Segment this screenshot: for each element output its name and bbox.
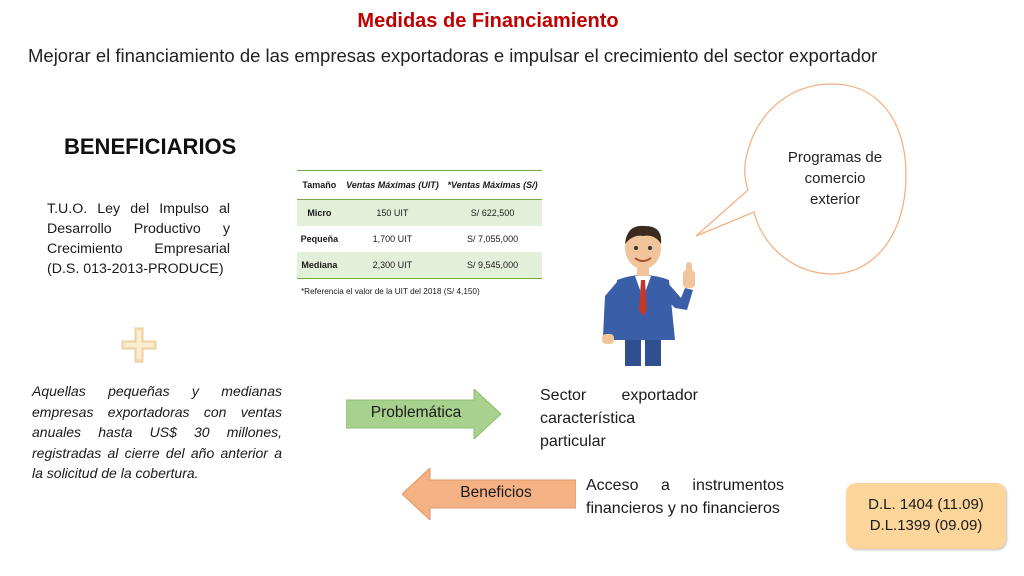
speech-bubble-text: Programas de comercio exterior xyxy=(787,149,883,208)
table-header-row xyxy=(297,171,542,200)
table-header: Tamaño xyxy=(297,171,342,200)
decree-line: D.L.1399 (09.09) xyxy=(869,517,983,534)
problem-arrow-label: Problemática xyxy=(370,404,462,421)
table-cell-size: Micro xyxy=(297,200,342,227)
table-cell-uit: 1,700 UIT xyxy=(372,234,413,244)
sales-limit-table xyxy=(297,170,542,279)
table-row xyxy=(297,226,542,252)
table-footnote: *Referencia el valor de la UIT del 2018 (S/ 4,150) xyxy=(301,287,480,296)
table-row xyxy=(297,200,542,227)
table-header: Ventas Máximas (UIT) xyxy=(342,171,443,200)
table-cell-uit: 150 UIT xyxy=(342,200,443,227)
page-title: Medidas de Financiamiento xyxy=(357,10,619,32)
table-cell-size: Pequeña xyxy=(300,234,339,244)
plus-icon xyxy=(120,326,158,364)
table-cell-soles: S/ 7,055,000 xyxy=(467,234,519,244)
table-header: *Ventas Máximas (S/) xyxy=(443,171,542,200)
benefits-arrow-label: Beneficios xyxy=(460,484,532,501)
businessman-illustration-icon xyxy=(585,218,705,368)
benefits-description: Acceso a instrumentos financieros y no financieros xyxy=(586,477,784,517)
decree-box xyxy=(846,483,1006,549)
table-cell-size: Mediana xyxy=(297,252,342,279)
decree-line: D.L. 1404 (11.09) xyxy=(868,496,984,513)
beneficiaries-heading: BENEFICIARIOS xyxy=(64,134,237,159)
table-cell-uit: 2,300 UIT xyxy=(342,252,443,279)
problem-description: Sector exportador característica particular xyxy=(540,387,698,450)
beneficiaries-description: Aquellas pequeñas y medianas empresas exportadoras con ventas anuales hasta US$ 30 millones, registradas al cierre del año anterior a la solicitud de la cobertura. xyxy=(32,383,282,481)
page-subtitle: Mejorar el financiamiento de las empresas exportadoras e impulsar el crecimiento del sector exportador xyxy=(28,45,878,66)
table-cell-soles: S/ 9,545,000 xyxy=(443,252,542,279)
law-reference-text: T.U.O. Ley del Impulso al Desarrollo Productivo y Crecimiento Empresarial (D.S. 013-2013-PRODUCE) xyxy=(47,201,230,277)
table-row xyxy=(297,252,542,279)
table-cell-soles: S/ 622,500 xyxy=(443,200,542,227)
